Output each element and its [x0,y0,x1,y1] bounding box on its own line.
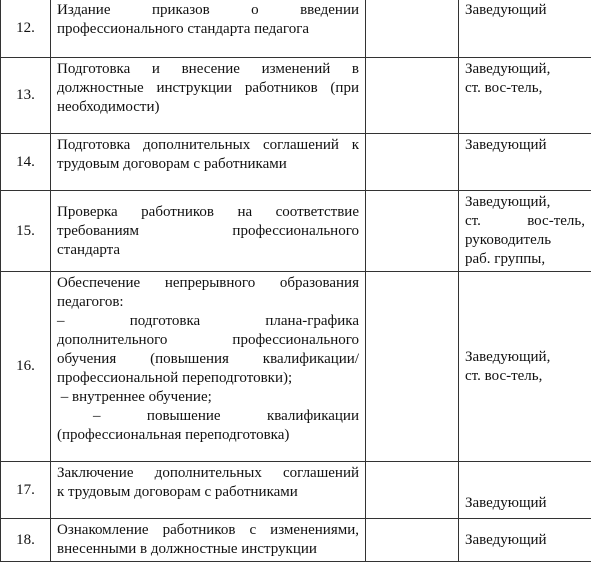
row-number: 14. [1,134,51,191]
task-text-line: – внутреннее обучение; [57,388,359,407]
task-text-line: профессионального стандарта педагога [57,20,359,39]
responsible-text: Заведующий [465,531,585,550]
task-text-line: Ознакомление работников с изменениями, [57,521,359,540]
empty-cell [366,134,459,191]
row-number: 16. [1,272,51,462]
task-text-line: обучения (повышения квалификации/ [57,350,359,369]
responsible-cell [459,462,591,519]
task-text-line: (профессиональная переподготовка) [57,426,359,445]
responsible-text: ст. вос-тель, [465,212,585,231]
responsible-cell [459,0,591,58]
task-text-line: профессиональной переподготовки); [57,369,359,388]
table-row [1,134,591,191]
responsible-cell [459,134,591,191]
task-description [51,191,366,272]
responsible-text: Заведующий [465,494,585,513]
task-text-line: – повышение квалификации [57,407,359,426]
task-text-line: Обеспечение непрерывного образования [57,274,359,293]
task-text-line: Издание приказов о введении [57,1,359,20]
task-text-line: необходимости) [57,98,359,117]
empty-cell [366,191,459,272]
table-row [1,0,591,58]
task-text-line: стандарта [57,241,359,260]
table-row [1,519,591,562]
responsible-text: Заведующий [465,136,585,155]
empty-cell [366,58,459,134]
task-text-line: – подготовка плана-графика [57,312,359,331]
responsible-text: руководитель [465,231,585,250]
responsible-cell [459,58,591,134]
empty-cell [366,272,459,462]
task-description [51,462,366,519]
responsible-text: Заведующий, [465,60,585,79]
row-number: 15. [1,191,51,272]
task-text-line: Подготовка и внесение изменений в [57,60,359,79]
responsible-text: Заведующий, [465,348,585,367]
empty-cell [366,519,459,562]
responsible-cell [459,272,591,462]
task-text-line: внесенными в должностные инструкции [57,540,359,559]
table-row [1,58,591,134]
empty-cell [366,0,459,58]
task-text-line: должностные инструкции работников (при [57,79,359,98]
responsible-text: Заведующий [465,1,585,20]
table-row [1,191,591,272]
row-number: 12. [1,0,51,58]
empty-cell [366,462,459,519]
responsible-text: Заведующий, [465,193,585,212]
task-text-line: педагогов: [57,293,359,312]
task-description [51,0,366,58]
table-row [1,462,591,519]
row-number: 13. [1,58,51,134]
responsible-text: ст. вос-тель, [465,367,585,386]
task-description [51,272,366,462]
task-text-line: Подготовка дополнительных соглашений к [57,136,359,155]
responsible-cell [459,519,591,562]
responsible-text: ст. вос-тель, [465,79,585,98]
task-text-line: трудовым договорам с работниками [57,155,359,174]
task-text-line: требованиям профессионального [57,222,359,241]
task-text-line: Проверка работников на соответствие [57,203,359,222]
task-description [51,134,366,191]
responsible-cell [459,191,591,272]
table-row [1,272,591,462]
row-number: 18. [1,519,51,562]
responsible-text: раб. группы, [465,250,585,269]
task-text-line: к трудовым договорам с работниками [57,483,359,502]
task-text-line: дополнительного профессионального [57,331,359,350]
task-text-line: Заключение дополнительных соглашений [57,464,359,483]
task-description [51,58,366,134]
row-number: 17. [1,462,51,519]
task-description [51,519,366,562]
